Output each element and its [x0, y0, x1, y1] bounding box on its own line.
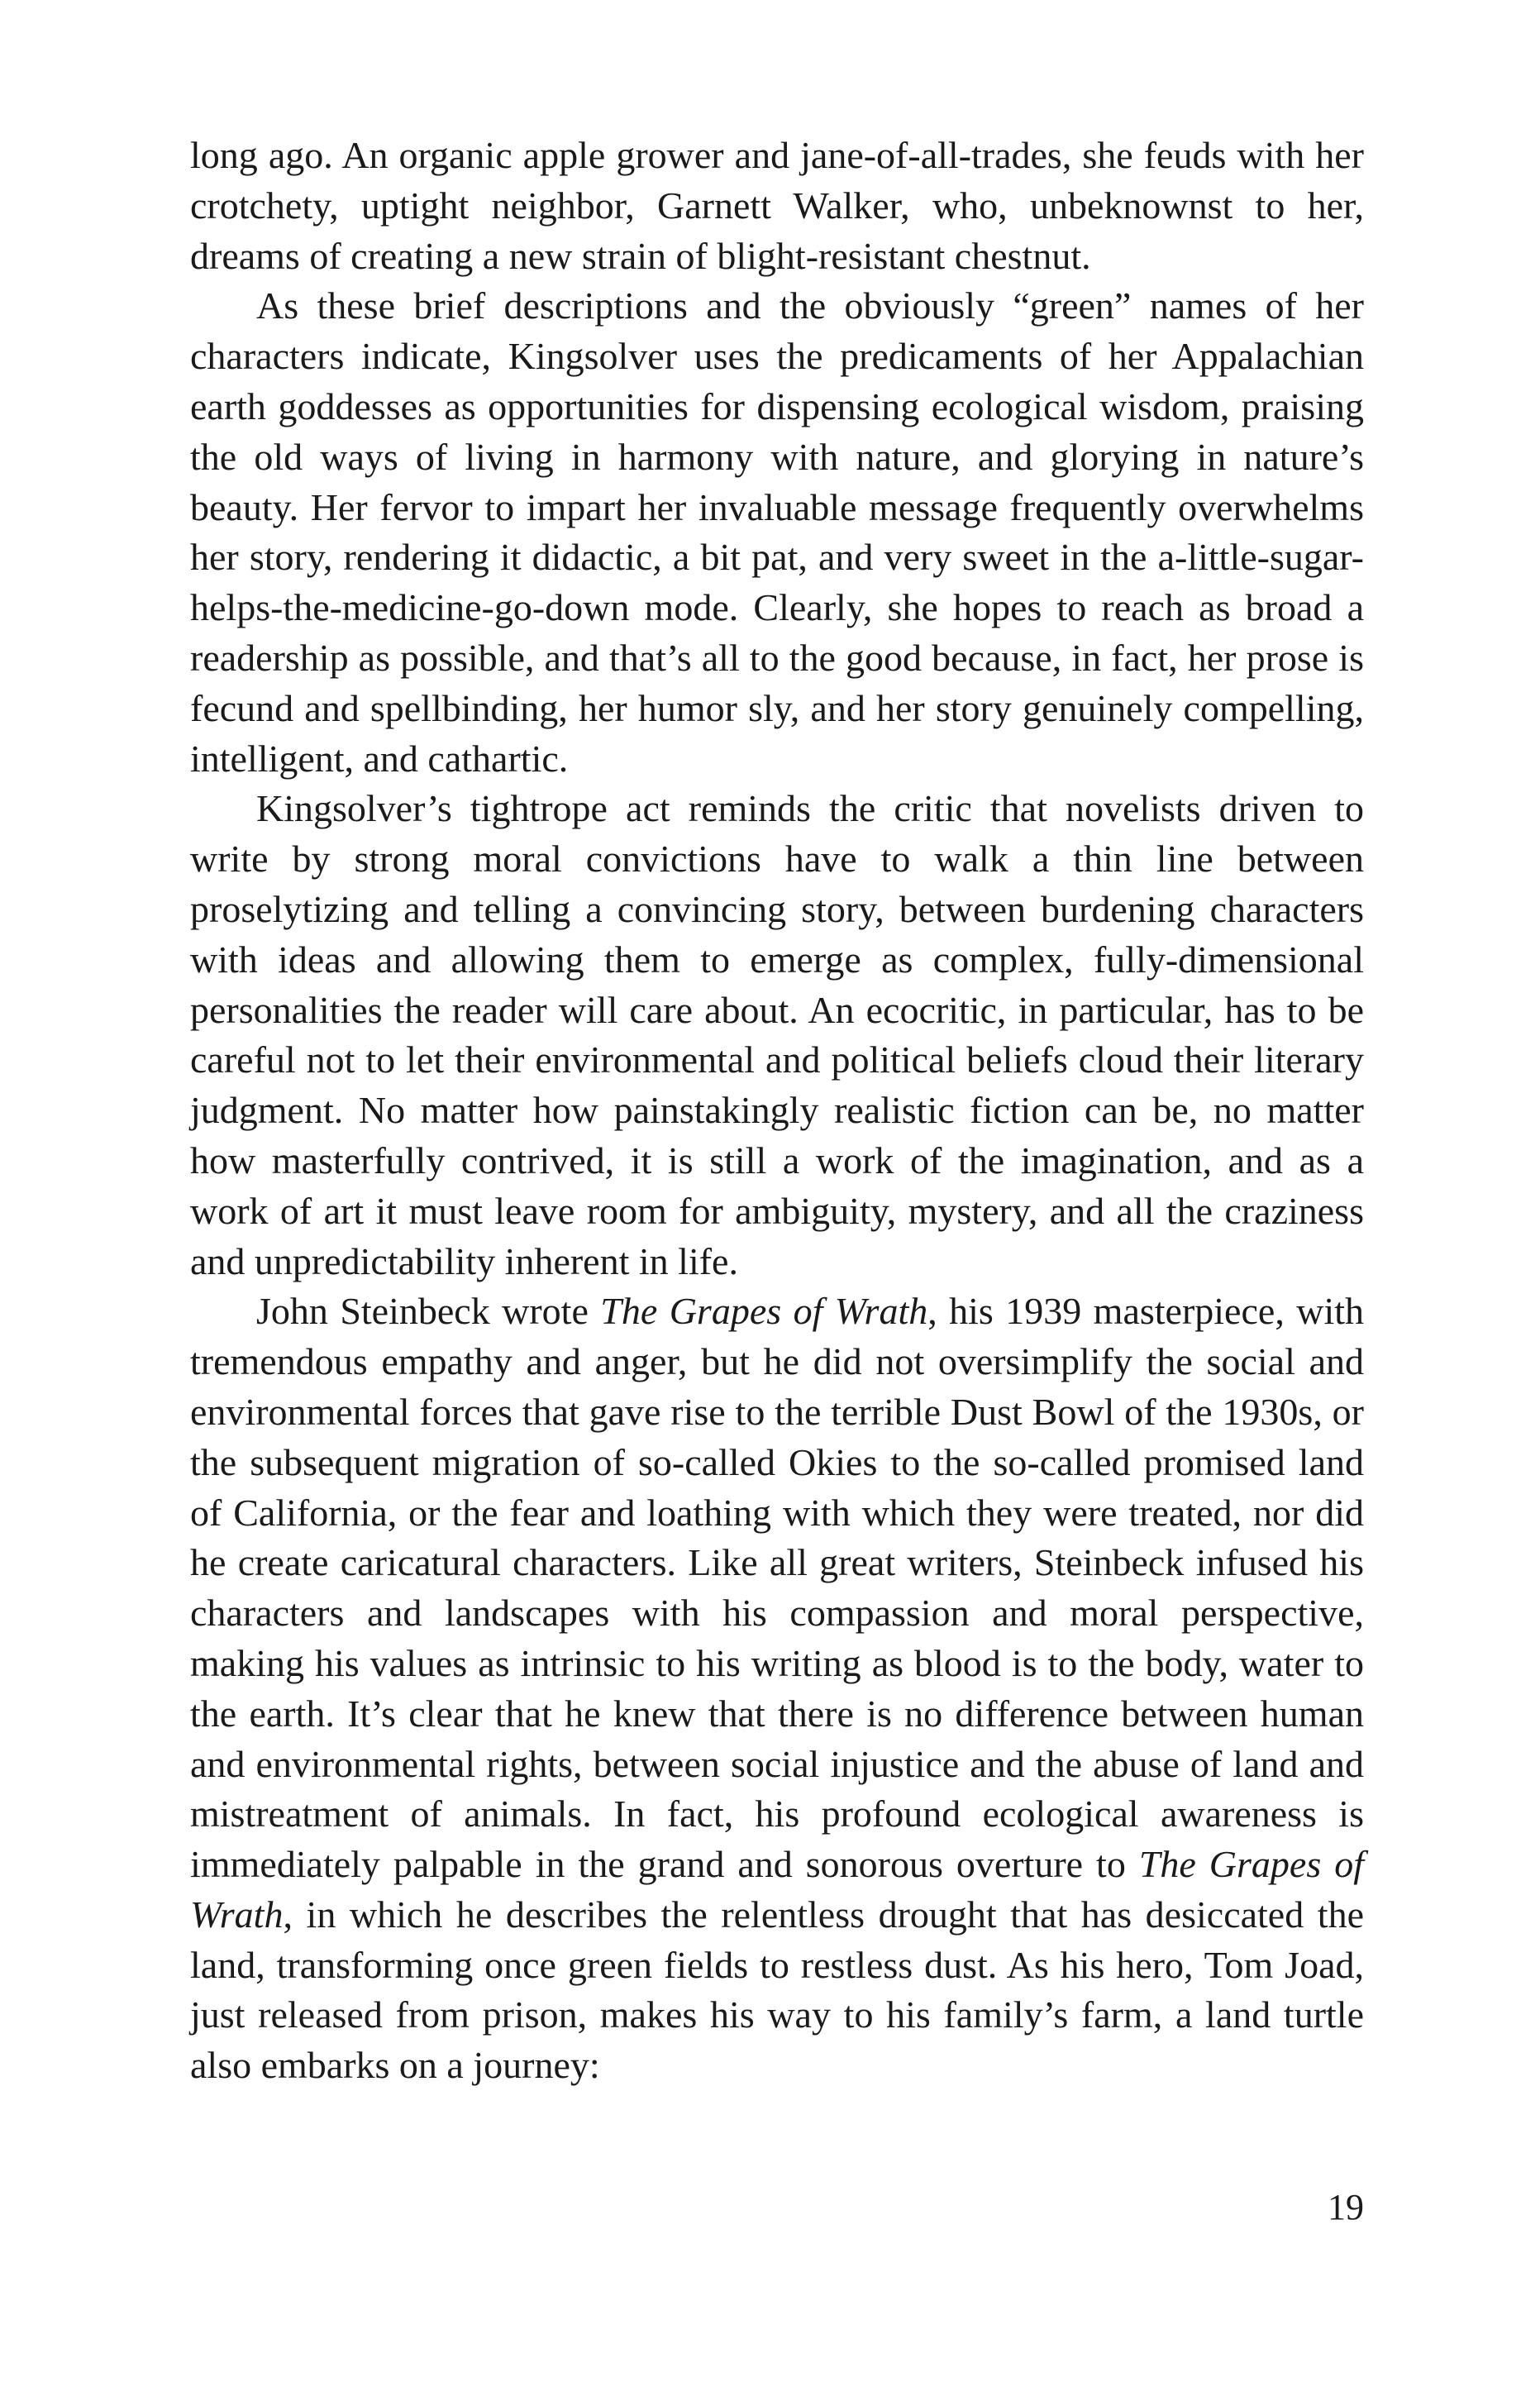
paragraph-text: long ago. An organic apple grower and jane-of-all-trades, she feuds with her crotchety, uptight neighbor, Garnett Walker, who, unbeknownst to her, dreams of creating a new strain of blight-resistant chestnut.	[190, 134, 1364, 277]
book-title-italic: The Grapes of Wrath	[190, 1843, 1364, 1936]
paragraph-text: John Steinbeck wrote	[256, 1290, 601, 1333]
paragraph-text: , his 1939 masterpiece, with tremendous empathy and anger, but he did not oversimplify the social and environmental forces that gave rise to the terrible Dust Bowl of the 1930s, or the subsequent migration of so-called Okies to the so-called promised land of California, or the fear and loathing with which they were treated, nor did he create caricatural characters. Like all great writers, Steinbeck infused his characters and landscapes with his compassion and moral perspective, making his values as intrinsic to his writing as blood is to the body, water to the earth. It’s clear that he knew that there is no difference between human and environmental rights, between social injustice and the abuse of land and mistreatment of animals. In fact, his profound ecological awareness is immediately palpable in the grand and sonorous overture to	[190, 1290, 1365, 1886]
book-title-italic: The Grapes of Wrath	[600, 1290, 928, 1333]
paragraph-continuation	[190, 131, 1364, 281]
body-text	[190, 131, 1364, 2091]
paragraph-text: As these brief descriptions and the obviously “green” names of her characters indicate, Kingsolver uses the predicaments of her Appalachian earth goddesses as opportunities for dispensing ecological wisdom, praising the old ways of living in harmony with nature, and glorying in nature’s beauty. Her fervor to impart her invaluable message frequently overwhelms her story, rendering it didactic, a bit pat, and very sweet in the a-little-sugar-helps-the-medicine-go-down mode. Clearly, she hopes to reach as broad a readership as possible, and that’s all to the good because, in fact, her prose is fecund and spellbinding, her humor sly, and her story genuinely compelling, intelligent, and cathartic.	[190, 284, 1364, 780]
paragraph-tightrope-act	[190, 784, 1364, 1287]
paragraph-text: , in which he describes the relentless drought that has desiccated the land, transforming once green fields to restless dust. As his hero, Tom Joad, just released from prison, makes his way to his family’s farm, a land turtle also embarks on a journey:	[190, 1893, 1364, 2087]
paragraph-text: Kingsolver’s tightrope act reminds the critic that novelists driven to write by strong moral convictions have to walk a thin line between proselytizing and telling a convincing story, between burdening characters with ideas and allowing them to emerge as complex, fully-dimensional personalities the reader will care about. An ecocritic, in particular, has to be careful not to let their environmental and political beliefs cloud their literary judgment. No matter how painstakingly realistic fiction can be, no matter how masterfully contrived, it is still a work of the imagination, and as a work of art it must leave room for ambiguity, mystery, and all the craziness and unpredictability inherent in life.	[190, 787, 1364, 1282]
paragraph-kingsolver-descriptions	[190, 281, 1364, 784]
page-number: 19	[1328, 2187, 1364, 2227]
paragraph-steinbeck	[190, 1287, 1364, 2091]
